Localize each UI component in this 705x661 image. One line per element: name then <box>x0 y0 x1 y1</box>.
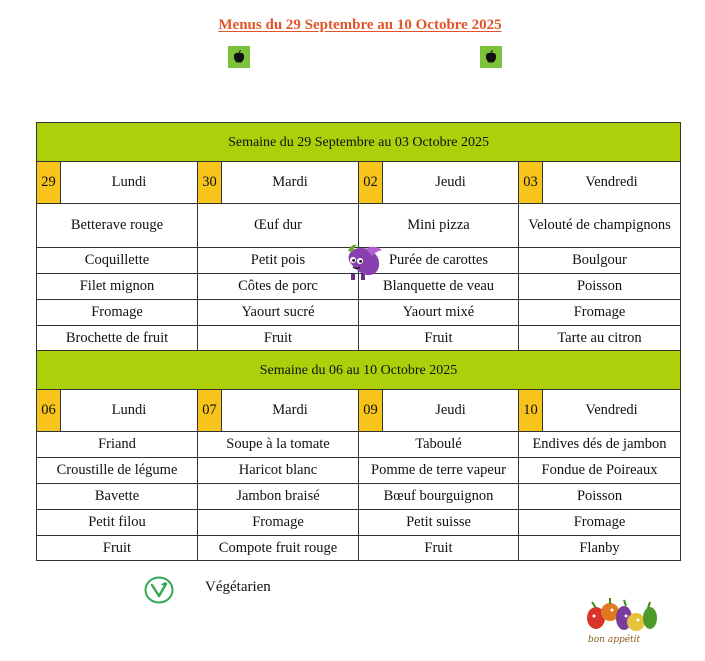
menu-table <box>36 122 681 561</box>
day-name: Jeudi <box>383 390 519 432</box>
apple-icon <box>228 46 250 68</box>
menu-item: Poisson <box>519 274 681 300</box>
menu-row <box>37 300 681 326</box>
menu-item: Petit filou <box>37 510 198 536</box>
menu-item: Fruit <box>37 536 198 561</box>
day-number: 10 <box>519 390 543 432</box>
day-name: Vendredi <box>543 390 681 432</box>
day-number: 02 <box>359 162 383 204</box>
menu-item: Brochette de fruit <box>37 326 198 351</box>
menu-item: Yaourt sucré <box>198 300 359 326</box>
menu-item: Tarte au citron <box>519 326 681 351</box>
week-header-row <box>37 351 681 390</box>
logo-text: bon appétit <box>588 635 641 645</box>
menu-item: Filet mignon <box>37 274 198 300</box>
day-name: Jeudi <box>383 162 519 204</box>
day-name: Lundi <box>61 390 198 432</box>
menu-row <box>37 484 681 510</box>
menu-item: Fruit <box>198 326 359 351</box>
menu-item: Endives dés de jambon <box>519 432 681 458</box>
menu-item: Poisson <box>519 484 681 510</box>
menu-item: Flanby <box>519 536 681 561</box>
day-number: 30 <box>198 162 222 204</box>
menu-item: Fromage <box>519 510 681 536</box>
menu-row <box>37 510 681 536</box>
day-header-row <box>37 390 681 432</box>
day-name: Vendredi <box>543 162 681 204</box>
menu-item: Œuf dur <box>198 204 359 248</box>
menu-row <box>37 432 681 458</box>
menu-item: Fruit <box>359 326 519 351</box>
menu-item: Bœuf bourguignon <box>359 484 519 510</box>
menu-item: Fondue de Poireaux <box>519 458 681 484</box>
menu-row <box>37 458 681 484</box>
week-header-row <box>37 123 681 162</box>
menu-item: Yaourt mixé <box>359 300 519 326</box>
menu-item: Blanquette de veau <box>359 274 519 300</box>
day-number: 03 <box>519 162 543 204</box>
day-number: 06 <box>37 390 61 432</box>
week-label: Semaine du 06 au 10 Octobre 2025 <box>37 351 681 390</box>
vegetarian-label: Végétarien <box>205 579 271 595</box>
menu-item: Croustille de légume <box>37 458 198 484</box>
menu-item: Coquillette <box>37 248 198 274</box>
menu-item: Purée de carottes <box>359 248 519 274</box>
menu-item: Pomme de terre vapeur <box>359 458 519 484</box>
menu-item: Bavette <box>37 484 198 510</box>
menu-item: Soupe à la tomate <box>198 432 359 458</box>
vegetarian-leaf-icon <box>144 576 174 604</box>
menu-item: Petit suisse <box>359 510 519 536</box>
menu-item: Haricot blanc <box>198 458 359 484</box>
menu-item: Velouté de champignons <box>519 204 681 248</box>
menu-item: Fromage <box>198 510 359 536</box>
menu-row <box>37 536 681 561</box>
apple-icon <box>480 46 502 68</box>
menu-item: Fromage <box>37 300 198 326</box>
menu-item: Côtes de porc <box>198 274 359 300</box>
day-number: 09 <box>359 390 383 432</box>
day-number: 29 <box>37 162 61 204</box>
page-title: Menus du 29 Septembre au 10 Octobre 2025 <box>218 17 502 33</box>
week-label: Semaine du 29 Septembre au 03 Octobre 2025 <box>37 123 681 162</box>
menu-item: Fruit <box>359 536 519 561</box>
day-header-row <box>37 162 681 204</box>
eggplant-mascot <box>340 237 384 281</box>
menu-item: Taboulé <box>359 432 519 458</box>
day-name: Mardi <box>222 162 359 204</box>
day-number: 07 <box>198 390 222 432</box>
day-name: Lundi <box>61 162 198 204</box>
menu-item: Fromage <box>519 300 681 326</box>
menu-item: Petit pois <box>198 248 359 274</box>
menu-item: Mini pizza <box>359 204 519 248</box>
day-name: Mardi <box>222 390 359 432</box>
menu-item: Jambon braisé <box>198 484 359 510</box>
menu-item: Betterave rouge <box>37 204 198 248</box>
menu-item: Compote fruit rouge <box>198 536 359 561</box>
menu-item: Friand <box>37 432 198 458</box>
menu-item: Boulgour <box>519 248 681 274</box>
menu-row <box>37 326 681 351</box>
